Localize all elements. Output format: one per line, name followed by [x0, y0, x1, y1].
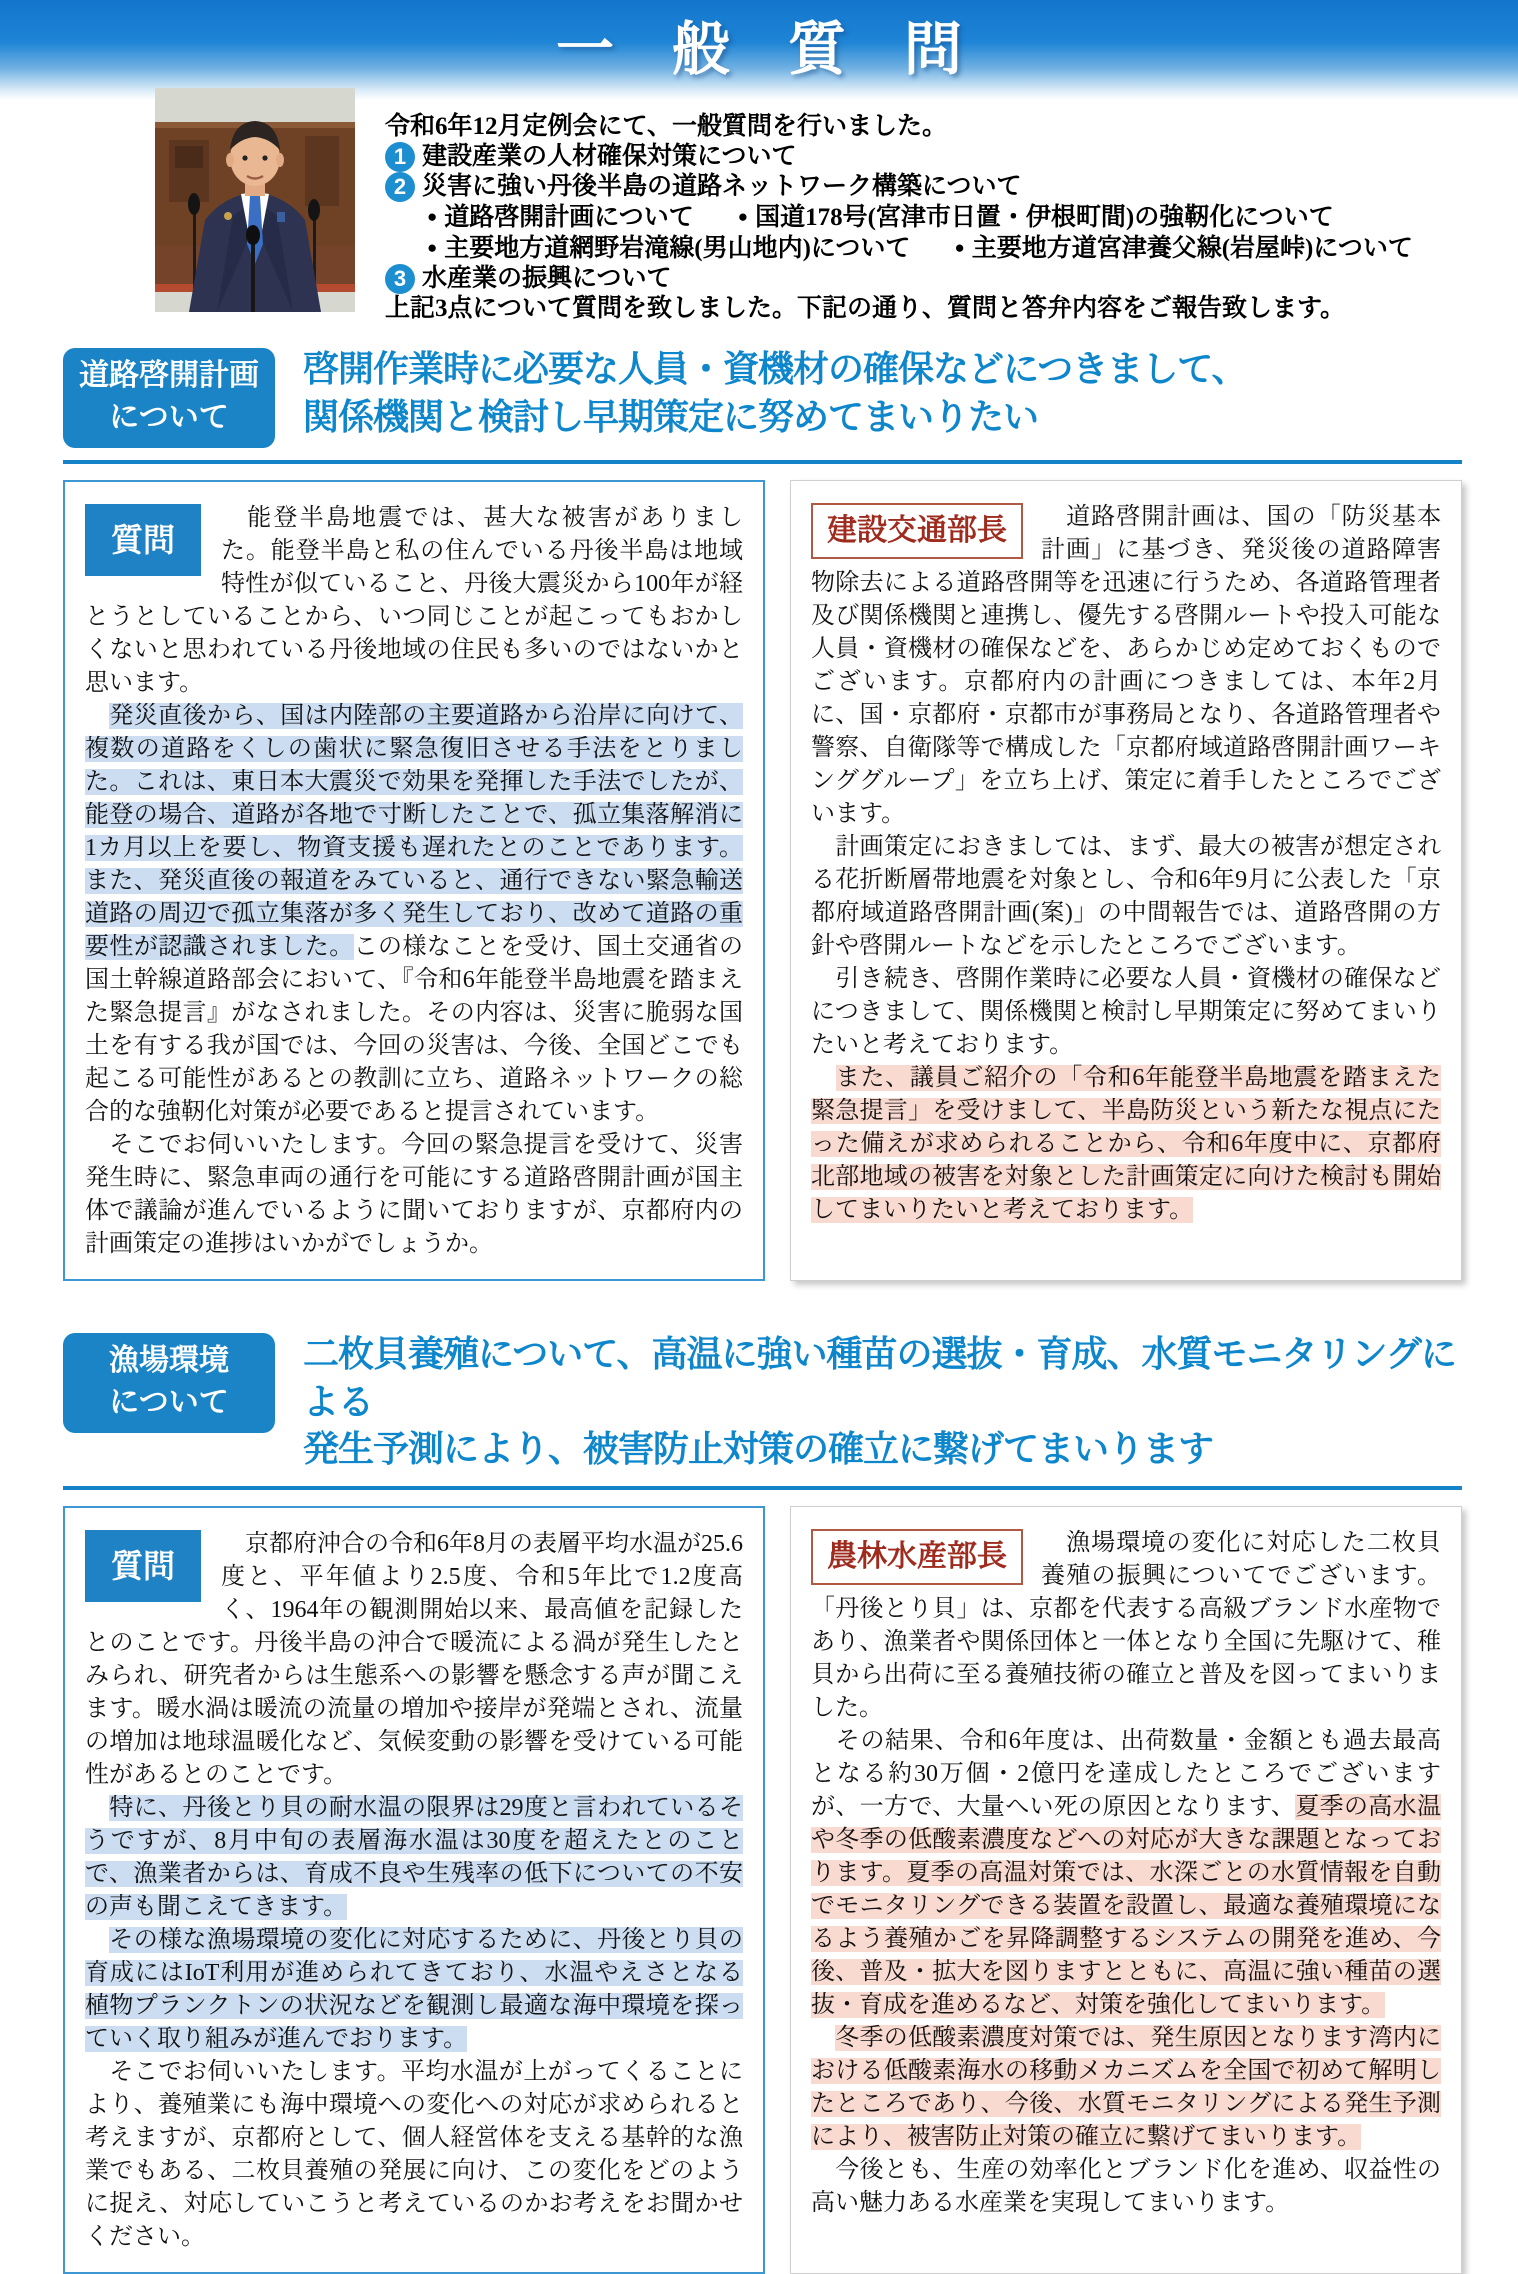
- paragraph: [85, 1792, 743, 1924]
- section-body: [0, 1506, 1518, 2274]
- intro-opening: 令和6年12月定例会にて、一般質問を行いました。: [385, 113, 948, 140]
- body-text: そこでお伺いいたします。平均水温が上がってくることにより、養殖業にも海中環境への変化への対応が求められると考えますが、京都府として、個人経営体を支える基幹的な漁業でもある、二枚貝養殖の発展に向け、この変化をどのように捉え、対応していこうと考えているのかお考えをお聞かせください。: [85, 2058, 743, 2250]
- question-label: 質問: [85, 1530, 201, 1602]
- body-text: 道路啓開計画は、国の「防災基本計画」に基づき、発災後の道路障害物除去による道路啓開等を迅速に行うため、各道路管理者及び関係機関と連携し、優先する啓開ルートや投入可能な人員・資機材の確保などを、あらかじめ定めておくものでございます。京都府内の計画につきましては、本年2月に、国・京都府・京都市が事務局となり、各道路管理者や警察、自衛隊等で構成した「京都府域道路啓開計画ワーキンググループ」を立ち上げ、策定に着手したところでございます。: [811, 504, 1441, 827]
- body-text: [811, 2025, 835, 2051]
- intro-item-2: [385, 172, 1478, 202]
- subitem-amino-iwataki: [427, 235, 910, 262]
- paragraph: [811, 2154, 1441, 2220]
- speaker-illustration: [155, 88, 355, 312]
- section-road-clearance: [0, 348, 1518, 1281]
- section-tag-line1: 道路啓開計画: [79, 359, 259, 392]
- section-headline: [303, 1331, 1462, 1474]
- body-text: 京都府沖合の令和6年8月の表層平均水温が25.6度と、平年値より2.5度、令和5年比で1.2度高く、1964年の観測開始以来、最高値を記録したとのことです。丹後半島の沖合で暖流による渦が発生したとみられ、研究者からは生態系への影響を懸念する声が聞こえます。暖水渦は暖流の流量の増加や接岸が発端とされ、流量の増加は地球温暖化など、気候変動の影響を受けている可能性があるとのことです。: [85, 1530, 743, 1788]
- paragraph: [811, 1725, 1441, 2022]
- section-header: [0, 1333, 1518, 1474]
- paragraph: [811, 2022, 1441, 2154]
- body-text: [85, 703, 109, 729]
- body-text: [85, 1795, 109, 1821]
- body-text: 能登半島地震では、甚大な被害がありました。能登半島と私の住んでいる丹後半島は地域特性が似ていること、丹後大震災から100年が経とうとしていることから、いつ同じことが起こってもおかしくないと思われている丹後地域の住民も多いのではないかと思います。: [85, 505, 743, 696]
- answer-box: [790, 480, 1462, 1281]
- body-text: 計画策定におきましては、まず、最大の被害が想定される花折断層帯地震を対象とし、令和6年9月に公表した「京都府域道路啓開計画(案)」の中間報告では、道路啓開の方針や啓開ルートなどを示したところでございます。: [811, 834, 1441, 959]
- intro-item-3-text: 水産業の振興について: [422, 265, 672, 292]
- highlighted-text: 特に、丹後とり貝の耐水温の限界は29度と言われているそうですが、8月中旬の表層海水温は30度を超えたとのことで、漁業者からは、育成不良や生残率の低下についての不安の声も聞こえてきます。: [85, 1794, 744, 1920]
- intro-block: [385, 112, 1478, 324]
- circled-number-2: 2: [385, 172, 415, 202]
- subitem-road-keikai: [427, 204, 694, 231]
- highlighted-text: 冬季の低酸素濃度対策では、発生原因となります湾内における低酸素海水の移動メカニズムを全国で初めて解明したところであり、今後、水質モニタリングによる発生予測により、被害防止対策の確立に繋げてまいります。: [811, 2024, 1442, 2150]
- body-text: [85, 1927, 109, 1953]
- highlighted-text: 発災直後から、国は内陸部の主要道路から沿岸に向けて、複数の道路をくしの歯状に緊急復旧させる手法をとりました。これは、東日本大震災で効果を発揮した手法でしたが、能登の場合、道路が各地で寸断したことで、孤立集落解消に1カ月以上を要し、物資支援も遅れたとのことであります。また、発災直後の報道をみていると、通行できない緊急輸送道路の周辺で孤立集落が多く発生しており、改めて道路の重要性が認識されました。: [85, 703, 743, 960]
- answerer-label: 建設交通部長: [811, 503, 1023, 559]
- body-text: その結果、令和6年度は、出荷数量・金額とも過去最高となる約30万個・2億円を達成したところでございますが、一方で、大量へい死の原因となります、: [811, 1727, 1441, 1820]
- bullet-icon: ●: [737, 207, 749, 226]
- intro-subitems-row-1: [385, 202, 1478, 233]
- subitem-route178: [738, 204, 1334, 231]
- section-divider: [63, 1486, 1462, 1490]
- body-text: そこでお伺いいたします。今回の緊急提言を受けて、災害発生時に、緊急車両の通行を可能にする道路啓開計画が国主体で議論が進んでいるように聞いておりますが、京都府内の計画策定の進捗はいかがでしょうか。: [85, 1132, 743, 1257]
- paragraph: [85, 1924, 743, 2056]
- intro-item-2-text: 災害に強い丹後半島の道路ネットワーク構築について: [422, 173, 1022, 200]
- section-divider: [63, 460, 1462, 464]
- circled-number-1: 1: [385, 142, 415, 172]
- body-text: この様なことを受け、国土交通省の国土幹線道路部会において、『令和6年能登半島地震を踏まえた緊急提言』がなされました。その内容は、災害に脆弱な国土を有する我が国では、今回の災害は、今後、全国どこでも起こる可能性があるとの教訓に立ち、道路ネットワークの総合的な強靭化対策が必要であると提言されています。: [85, 934, 743, 1125]
- paragraph: [85, 1129, 743, 1261]
- intro-item-1: [385, 142, 1478, 172]
- question-label: 質問: [85, 504, 201, 576]
- section-tag: [63, 348, 275, 448]
- headline-line2: 関係機関と検討し早期策定に努めてまいりたい: [303, 396, 1039, 437]
- subitem-text: 主要地方道網野岩滝線(男山地内)について: [444, 235, 911, 262]
- paragraph: [85, 2056, 743, 2254]
- subitem-text: 道路啓開計画について: [444, 204, 694, 231]
- highlighted-text: その様な漁場環境の変化に対応するために、丹後とり貝の育成にはIoT利用が進められてきており、水温やえさとなる植物プランクトンの状況などを観測し最適な海中環境を探っていく取り組みが進んでおります。: [85, 1926, 744, 2052]
- headline-line1: 二枚貝養殖について、高温に強い種苗の選抜・育成、水質モニタリングによる: [303, 1334, 1456, 1422]
- section-tag-line2: について: [109, 1386, 229, 1419]
- section-fishery-environment: [0, 1333, 1518, 2274]
- subitem-text: 主要地方道宮津養父線(岩屋峠)について: [971, 235, 1413, 262]
- section-tag-line2: について: [109, 401, 229, 434]
- circled-number-3: 3: [385, 264, 415, 294]
- question-box: [63, 480, 765, 1281]
- body-text: 漁場環境の変化に対応した二枚貝養殖の振興についてでございます。「丹後とり貝」は、京都を代表する高級ブランド水産物であり、漁業者や関係団体と一体となり全国に先駆けて、稚貝から出荷に至る養殖技術の確立と普及を図ってまいりました。: [811, 1529, 1441, 1721]
- speaker-photo: [155, 88, 355, 312]
- intro-item-3: [385, 264, 1478, 294]
- body-text: [811, 1065, 836, 1091]
- intro-item-1-text: 建設産業の人材確保対策について: [422, 143, 797, 170]
- headline-line2: 発生予測により、被害防止対策の確立に繋げてまいります: [303, 1429, 1214, 1470]
- answerer-label: 農林水産部長: [811, 1529, 1023, 1585]
- section-headline: [303, 346, 1247, 441]
- intro-closing: 上記3点について質問を致しました。下記の通り、質問と答弁内容をご報告致します。: [385, 295, 1346, 322]
- bullet-icon: ●: [427, 238, 438, 257]
- body-text: 引き続き、啓開作業時に必要な人員・資機材の確保などにつきまして、関係機関と検討し早期策定に努めてまいりたいと考えております。: [811, 966, 1441, 1058]
- headline-line1: 啓開作業時に必要な人員・資機材の確保などにつきまして、: [303, 349, 1247, 389]
- highlighted-text: また、議員ご紹介の「令和6年能登半島地震を踏まえた緊急提言」を受けまして、半島防災という新たな視点にたった備えが求められることから、令和6年度中に、京都府北部地域の被害を対象とした計画策定に向けた検討も開始してまいりたいと考えております。: [811, 1065, 1442, 1223]
- paragraph: [811, 831, 1441, 963]
- question-box: [63, 1506, 765, 2274]
- paragraph: [811, 1062, 1441, 1227]
- banner: [0, 0, 1518, 100]
- section-body: [0, 480, 1518, 1281]
- bullet-icon: ●: [427, 207, 438, 226]
- section-tag: [63, 1333, 275, 1433]
- page-title: 一般質問: [555, 17, 1020, 82]
- bullet-icon: ●: [954, 238, 965, 257]
- subitem-text: 国道178号(宮津市日置・伊根町間)の強靭化について: [755, 204, 1334, 231]
- body-text: 今後とも、生産の効率化とブランド化を進め、収益性の高い魅力ある水産業を実現してまいります。: [811, 2156, 1441, 2216]
- paragraph: [85, 700, 743, 1129]
- highlighted-text: 夏季の高水温や冬季の低酸素濃度などへの対応が大きな課題となっております。夏季の高温対策では、水深ごとの水質情報を自動でモニタリングできる装置を設置し、最適な養殖環境になるよう養殖かごを昇降調整するシステムの開発を進め、今後、普及・拡大を図りますとともに、高温に強い種苗の選抜・育成を進めるなど、対策を強化してまいります。: [811, 1793, 1441, 2018]
- section-tag-line1: 漁場環境: [109, 1344, 229, 1377]
- intro-subitems-row-2: [385, 233, 1478, 264]
- answer-box: [790, 1506, 1462, 2274]
- paragraph: [811, 963, 1441, 1062]
- subitem-miyazu-yabu: [954, 235, 1412, 262]
- section-header: [0, 348, 1518, 448]
